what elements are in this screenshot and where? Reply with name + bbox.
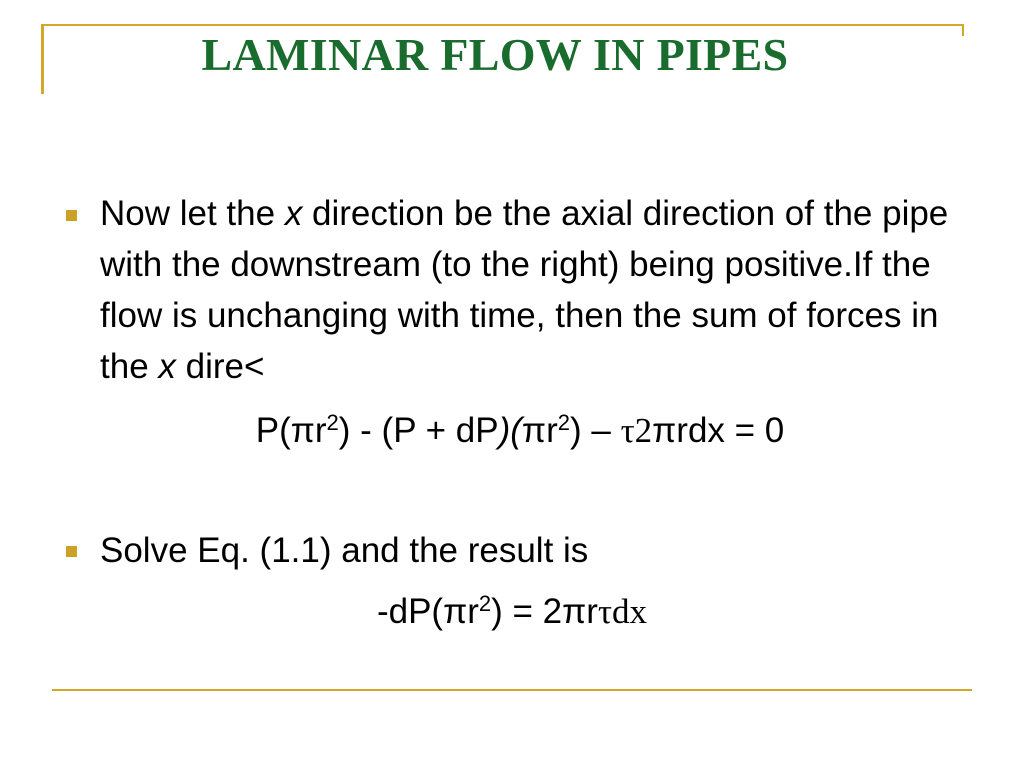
bullet-text-1: Now let the x direction be the axial direction of the pipe with the downstream (to the right) being positive.If the flow is unchanging with time, then the sum of forces in the x dire< [100, 194, 949, 386]
equation-2: $-dP(\pi r^2) = 2\pi r\tau dx$ [376, 591, 648, 631]
slide-title: LAMINAR FLOW IN PIPES [201, 29, 789, 80]
bullet-square-icon [66, 210, 77, 221]
bullet-square-icon [66, 546, 77, 557]
frame-bottom-line [52, 689, 972, 691]
bullet-text-2: Solve Eq. (1.1) and the result is [100, 531, 589, 570]
frame-top-line [41, 24, 964, 26]
equation-1: $P(\pi r^2) - (P + dP)(\pi r^2) - \tau 2\pi rdx = 0$ [255, 410, 785, 450]
